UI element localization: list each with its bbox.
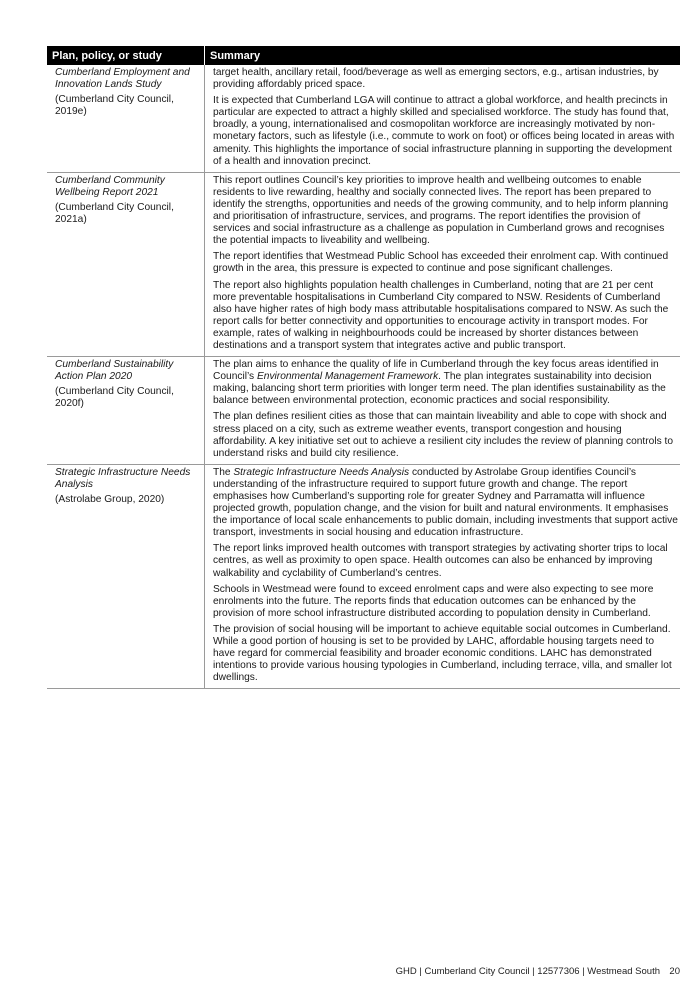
document-table (47, 46, 680, 689)
column-header-summary: Summary (205, 46, 681, 65)
plan-citation: (Cumberland City Council, 2020f) (55, 386, 174, 410)
italic-text: Strategic Infrastructure Needs Analysis (233, 466, 410, 478)
text-run: . The plan integrates sustainability into decision making, balancing short term priorities with longer term need. The plan identifies sustainability as the balance between environmental protection, economic practices and social responsibility. (213, 371, 666, 407)
plan-title: Strategic Infrastructure Needs Analysis (55, 466, 191, 490)
text-run: It is expected that Cumberland LGA will continue to attract a global workforce, and health precincts in particular are expected to attract a highly skilled and specialised workforce. The study has found that, broadly, a young, internationalised and cosmopolitan workforce are increasingly motivated by non-monetary factors, such as lifestyle (i.e., commute to work on foot) or offices being located in areas with amenity. This highlights the importance of social infrastructure planning in supporting the development of a health and innovation precinct. (213, 95, 675, 167)
summary-cell (205, 357, 681, 465)
summary-paragraph (213, 95, 678, 168)
summary-paragraph (213, 543, 678, 579)
text-run: This report outlines Council’s key priorities to improve health and wellbeing outcomes to enable residents to live rewarding, healthy and socially connected lives. The report has been prepared to identify the strengths, opportunities and needs of the growing community, and to help inform planning and prioritisation of infrastructure, services, and programs. The report identifies the provision of services and social infrastructure as a challenge as population in Cumberland grows and recognises the potential impacts to liveability and wellbeing. (213, 174, 669, 247)
plan-cell (47, 65, 205, 172)
plan-citation: (Cumberland City Council, 2021a) (55, 201, 174, 226)
text-run: The report identifies that Westmead Public School has exceeded their enrolment cap. With continued growth in the area, this pressure is expected to continue and pose significant challenges. (213, 251, 669, 275)
table-row (47, 357, 680, 465)
table-row (47, 464, 680, 689)
text-run: The report links improved health outcomes with transport strategies by activating shorter trips to local centres, as well as proximity to open space. Health outcomes can also be enhanced by improving walkability and cyclability of Cumberland’s centres. (213, 543, 668, 579)
text-run: The provision of social housing will be important to achieve equitable social outcomes in Cumberland. While a good portion of housing is set to be provided by LAHC, affordable housing targets need to have regard for commercial feasibility and broader economic conditions. LAHC has demonstrated intentions to provide various housing typologies in Cumberland, including terrace, villa, and smaller lot dwellings. (213, 623, 672, 684)
plan-cell (47, 464, 205, 689)
plan-citation: (Cumberland City Council, 2019e) (55, 94, 174, 118)
summary-paragraph (213, 280, 678, 353)
text-run: target health, ancillary retail, food/beverage as well as emerging sectors, e.g., artisan industries, by providing affordably priced space. (213, 67, 659, 91)
text-run: conducted by Astrolabe Group identifies Council’s understanding of the infrastructure required to support future growth and change. The report emphasises how Cumberland’s supporting role for greater Sydney and Parramatta will influence projected growth, population change, and the vision for built and natural environments. It emphasises the importance of local scale enhancements to public domain, including investments that support active transport, investments in social housing and education infrastructure. (213, 466, 678, 539)
summary-cell (205, 172, 681, 356)
summary-cell (205, 464, 681, 689)
footer-reference: GHD | Cumberland City Council | 12577306 | Westmead South (395, 966, 660, 977)
text-run: The plan defines resilient cities as those that can maintain liveability and able to cope with shock and stress placed on a city, such as extreme weather events, transport congestion and housing affordability. A key initiative set out to achieve a resilient city includes the review of planning controls to understand risks and build city resilience. (213, 411, 674, 459)
summary-paragraph (213, 359, 678, 407)
plan-cell (47, 172, 205, 356)
plan-title: Cumberland Sustainability Action Plan 2020 (55, 359, 174, 383)
text-run: The report also highlights population health challenges in Cumberland, noting that are 21 per cent more preventable hospitalisations in Cumberland City compared to NSW. Residents of Cumberland also have higher rates of high body mass attributable hospitalisations compared to NSW. As such the report calls for better connectivity and opportunities to encourage activity in transport modes. For example, rates of walking in neighbourhoods could be increased by shorter distances between destinations and a transport system that integrates active and public transport. (213, 279, 669, 351)
summary-paragraph (213, 411, 678, 459)
summary-cell (205, 65, 681, 172)
table-row (47, 172, 680, 356)
text-run: The (213, 466, 234, 478)
summary-paragraph (213, 584, 678, 620)
italic-text: Environmental Management Framework (256, 371, 439, 383)
plan-title: Cumberland Employment and Innovation Lands Study (55, 67, 190, 91)
plan-title: Cumberland Community Wellbeing Report 2021 (55, 174, 165, 198)
summary-paragraph (213, 175, 678, 248)
column-header-plan: Plan, policy, or study (47, 46, 205, 65)
plan-citation: (Astrolabe Group, 2020) (55, 494, 165, 505)
summary-paragraph (213, 624, 678, 684)
summary-paragraph (213, 251, 678, 275)
text-run: The plan aims to enhance the quality of life in Cumberland through the key focus areas identified in Council’s (213, 359, 659, 383)
plan-cell (47, 357, 205, 465)
table-header-row (47, 46, 680, 65)
page-number: 20 (669, 966, 680, 977)
summary-paragraph (213, 67, 678, 91)
text-run: Schools in Westmead were found to exceed enrolment caps and were also expecting to see more enrolments into the future. The reports finds that education outcomes can be enhanced by the provision of more school infrastructure distributed according to population density in Cumberland. (213, 583, 654, 619)
table-row (47, 65, 680, 172)
summary-paragraph (213, 467, 678, 540)
